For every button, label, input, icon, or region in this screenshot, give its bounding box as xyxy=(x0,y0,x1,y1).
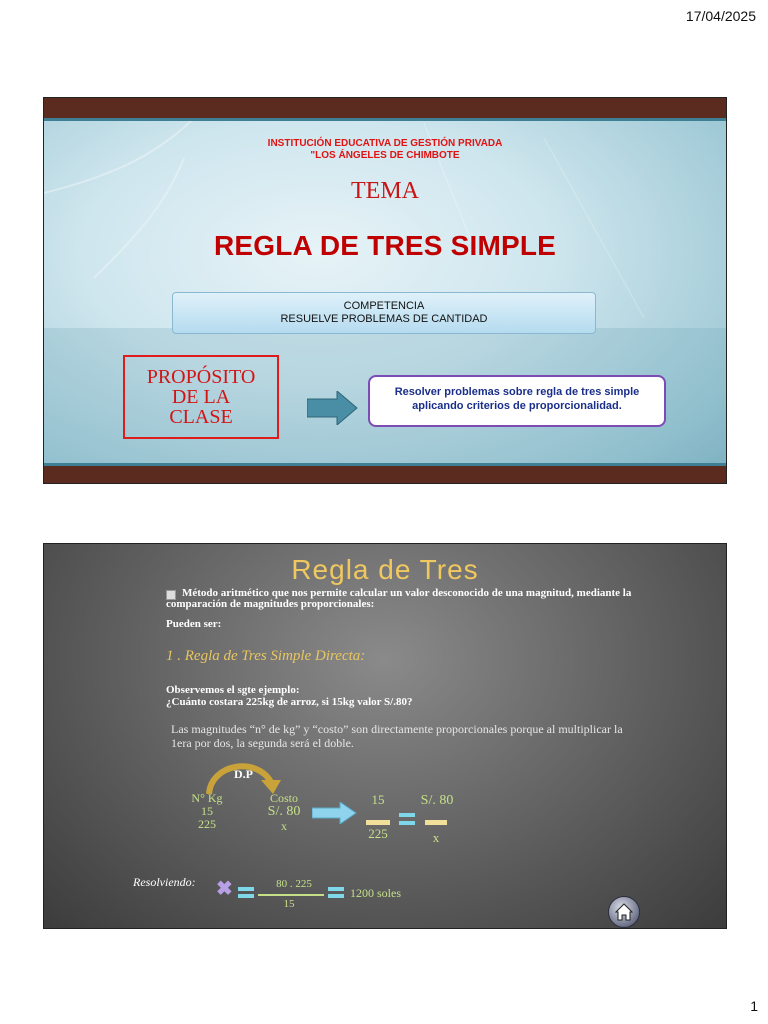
proposito-box xyxy=(123,355,279,439)
equals-icon xyxy=(328,887,344,891)
tema-label: TEMA xyxy=(351,178,419,204)
competencia-text: RESUELVE PROBLEMAS DE CANTIDAD xyxy=(280,313,488,325)
observe-line-1: Observemos el sgte ejemplo: xyxy=(166,684,300,696)
definition-text: Método aritmético que nos permite calcular un valor desconocido de una magnitud, mediante la comparación de magnitudes proporcionales: xyxy=(166,587,632,610)
equals-icon xyxy=(328,894,344,898)
home-button[interactable] xyxy=(608,896,640,928)
column-kg xyxy=(182,792,232,831)
pueden-ser-text: Pueden ser: xyxy=(166,618,222,630)
arrow-right-icon xyxy=(312,802,358,824)
resolviendo-label: Resolviendo: xyxy=(133,875,196,889)
top-bar xyxy=(44,98,726,118)
home-icon xyxy=(615,903,633,921)
subtitle-directa: 1 . Regla de Tres Simple Directa: xyxy=(166,648,366,664)
bottom-bar xyxy=(44,466,726,483)
example-question xyxy=(166,684,413,708)
equals-icon xyxy=(238,894,254,898)
top-bar-line xyxy=(44,118,726,121)
column-kg-value-1: 15 xyxy=(201,804,213,818)
goal-box xyxy=(368,375,666,427)
equals-icon xyxy=(399,821,415,825)
slide-2-title: Regla de Tres xyxy=(291,554,479,585)
institution-name xyxy=(44,138,726,162)
column-costo-value-2: x xyxy=(281,819,287,833)
dp-label: D.P xyxy=(234,767,253,781)
slide-2 xyxy=(43,543,727,929)
arrow-right-icon xyxy=(307,391,359,425)
column-kg-value-2: 225 xyxy=(198,817,216,831)
fraction-1-numerator: 15 xyxy=(371,792,385,807)
x-icon: ✖ xyxy=(216,878,233,900)
column-costo-header: Costo xyxy=(269,791,298,805)
competencia-label: COMPETENCIA xyxy=(343,300,425,312)
result-value: 1200 soles xyxy=(350,886,401,900)
equals-icon xyxy=(238,887,254,891)
page-number: 1 xyxy=(750,998,758,1014)
competencia-banner xyxy=(172,292,596,334)
result-numerator: 80 . 225 xyxy=(276,878,312,890)
goal-line-2: aplicando criterios de proporcionalidad. xyxy=(412,400,622,412)
explanation-text: Las magnitudes “n° de kg” y “costo” son directamente proporcionales porque al multiplicar la 1era por dos, la segunda será el doble. xyxy=(171,722,623,750)
result-denominator: 15 xyxy=(283,898,295,910)
header-date: 17/04/2025 xyxy=(685,8,756,24)
proposito-line-2: DE LA xyxy=(171,386,231,408)
fraction-1-bar xyxy=(366,820,390,825)
fraction-2-denominator: x xyxy=(432,830,440,845)
proposito-line-1: PROPÓSITO xyxy=(146,366,256,388)
institution-line-2: "LOS ÁNGELES DE CHIMBOTE xyxy=(310,150,460,161)
proposito-line-3: CLASE xyxy=(169,406,233,428)
fraction-2-bar xyxy=(425,820,447,825)
result-fraction-bar xyxy=(258,894,324,896)
slide-1 xyxy=(43,97,727,484)
institution-line-1: INSTITUCIÓN EDUCATIVA DE GESTIÓN PRIVADA xyxy=(267,138,503,149)
column-kg-header: N° Kg xyxy=(191,791,223,805)
goal-line-1: Resolver problemas sobre regla de tres simple xyxy=(394,386,640,398)
observe-line-2: ¿Cuánto costara 225kg de arroz, si 15kg valor S/.80? xyxy=(166,696,413,708)
equals-icon xyxy=(399,813,415,817)
slide-1-title: REGLA DE TRES SIMPLE xyxy=(213,230,557,261)
fraction-1-denominator: 225 xyxy=(368,826,388,841)
fraction-2-numerator: S/. 80 xyxy=(420,793,454,808)
column-costo-value-1: S/. 80 xyxy=(267,804,301,819)
column-costo xyxy=(257,791,311,833)
